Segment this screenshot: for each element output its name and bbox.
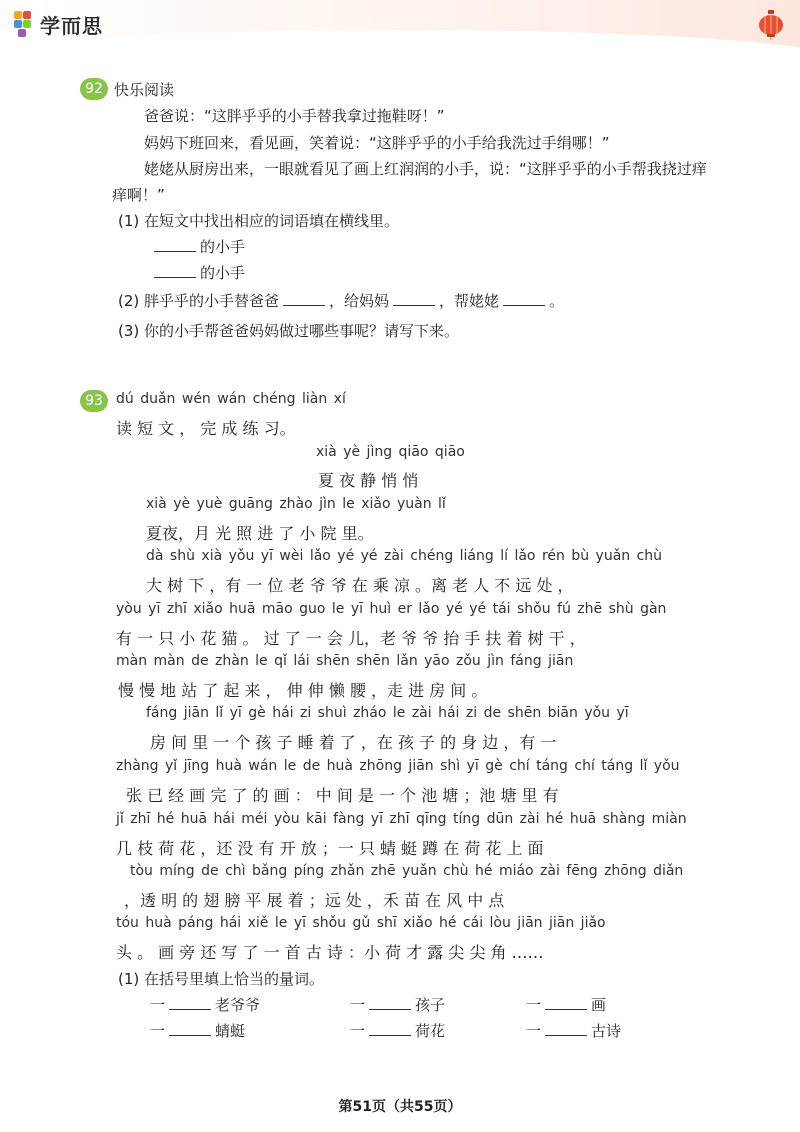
lantern-icon [758, 10, 784, 40]
pinyin-line: yòu yī zhī xiǎo huā māo guo le yī huì er lǎo yé yé tái shǒu fú zhē shù gàn [116, 601, 667, 617]
pinyin-line: jǐ zhī hé huā hái méi yòu kāi fàng yī zhī qīng tíng dūn zài hé huā shàng miàn [116, 811, 687, 827]
question-title: 快乐阅读 [114, 81, 175, 99]
pinyin-line: dú duǎn wén wán chéng liàn xí [116, 391, 346, 407]
hanzi-line: 读 短 文 ， 完 成 练 习。 [116, 419, 296, 438]
logo [14, 10, 103, 38]
sub-question-1: (1) 在括号里填上恰当的量词。 [118, 970, 325, 988]
paragraph-continued: 痒啊！” [112, 186, 165, 204]
answer-blank[interactable] [154, 237, 196, 252]
hanzi-line: 张 已 经 画 完 了 的 画 ： 中 间 是 一 个 池 塘 ；池 塘 里 有 [126, 786, 559, 805]
sub-question-1: (1) 在短文中找出相应的词语填在横线里。 [118, 212, 400, 230]
pinyin-line: xià yè jìng qiāo qiāo [316, 444, 465, 460]
hanzi-line: 大 树 下 ，有 一 位 老 爷 爷 在 乘 凉 。离 老 人 不 远 处 ， [146, 576, 574, 595]
answer-blank[interactable] [369, 995, 411, 1010]
sub-question-3: (3) 你的小手帮爸爸妈妈做过哪些事呢？请写下来。 [118, 322, 460, 340]
hanzi-line: 有 一 只 小 花 猫 。 过 了 一 会 儿，老 爷 爷 抬 手 扶 着 树 干 ， [116, 629, 586, 648]
hanzi-line: 头 。 画 旁 还 写 了 一 首 古 诗 ：小 荷 才 露 尖 尖 角 …… [116, 943, 544, 962]
answer-blank[interactable] [283, 291, 325, 306]
sub-question-2: (2) 胖乎乎的小手替爸爸 ，给妈妈 ，帮姥姥 。 [118, 292, 565, 310]
pinyin-line: dà shù xià yǒu yī wèi lǎo yé yé zài chéng liáng lí lǎo rén bù yuǎn chù [146, 548, 663, 564]
logo-text: 学而思 [40, 13, 103, 38]
logo-icon [14, 11, 36, 37]
answer-blank[interactable] [545, 995, 587, 1010]
measure-item: 一 画 [526, 996, 607, 1014]
answer-line: 的小手 [150, 236, 245, 257]
answer-blank[interactable] [393, 291, 435, 306]
answer-blank[interactable] [169, 995, 211, 1010]
question-number-badge: 92 [80, 78, 108, 100]
pinyin-line: zhàng yǐ jīng huà wán le de huà zhōng jiān shì yī gè chí táng chí táng lǐ yǒu [116, 758, 680, 774]
question-number-badge: 93 [80, 390, 108, 412]
answer-blank[interactable] [154, 263, 196, 278]
paragraph: 爸爸说：“这胖乎乎的小手替我拿过拖鞋呀！” [144, 107, 445, 125]
measure-item: 一 古诗 [526, 1022, 622, 1040]
paragraph: 妈妈下班回来，看见画，笑着说：“这胖乎乎的小手给我洗过手绢哪！” [144, 134, 610, 152]
hanzi-line: 慢 慢 地 站 了 起 来 ， 伸 伸 懒 腰 ，走 进 房 间 。 [118, 681, 488, 700]
measure-item: 一 老爷爷 [150, 996, 261, 1014]
answer-blank[interactable] [369, 1021, 411, 1036]
answer-line: 的小手 [150, 262, 245, 283]
paragraph: 姥姥从厨房出来，一眼就看见了画上红润润的小手，说：“这胖乎乎的小手帮我挠过痒 [144, 160, 707, 178]
measure-item: 一 蜻蜓 [150, 1022, 246, 1040]
hanzi-line: 房 间 里 一 个 孩 子 睡 着 了 ，在 孩 子 的 身 边 ，有 一 [150, 733, 557, 752]
pinyin-line: tóu huà páng hái xiě le yī shǒu gǔ shī xiǎo hé cái lòu jiān jiān jiǎo [116, 915, 606, 931]
hanzi-line: 几 枝 荷 花 ，还 没 有 开 放 ；一 只 蜻 蜓 蹲 在 荷 花 上 面 [116, 839, 544, 858]
page-footer: 第51页（共55页） [338, 1099, 462, 1115]
pinyin-line: xià yè yuè guāng zhào jìn le xiǎo yuàn lǐ [146, 496, 446, 512]
measure-item: 一 荷花 [350, 1022, 446, 1040]
pinyin-line: fáng jiān lǐ yī gè hái zi shuì zháo le zài hái zi de shēn biān yǒu yī [146, 705, 629, 721]
answer-blank[interactable] [169, 1021, 211, 1036]
answer-blank[interactable] [503, 291, 545, 306]
hanzi-line: ，透 明 的 翅 膀 平 展 着 ；远 处 ，禾 苗 在 风 中 点 [124, 891, 505, 910]
hanzi-line: 夏夜，月 光 照 进 了 小 院 里。 [146, 524, 374, 543]
story-title: 夏 夜 静 悄 悄 [318, 471, 419, 490]
pinyin-line: tòu míng de chì bǎng píng zhǎn zhē yuǎn chù hé miáo zài fēng zhōng diǎn [130, 863, 684, 879]
answer-blank[interactable] [545, 1021, 587, 1036]
pinyin-line: màn màn de zhàn le qǐ lái shēn shēn lǎn yāo zǒu jìn fáng jiān [116, 653, 574, 669]
measure-item: 一 孩子 [350, 996, 446, 1014]
